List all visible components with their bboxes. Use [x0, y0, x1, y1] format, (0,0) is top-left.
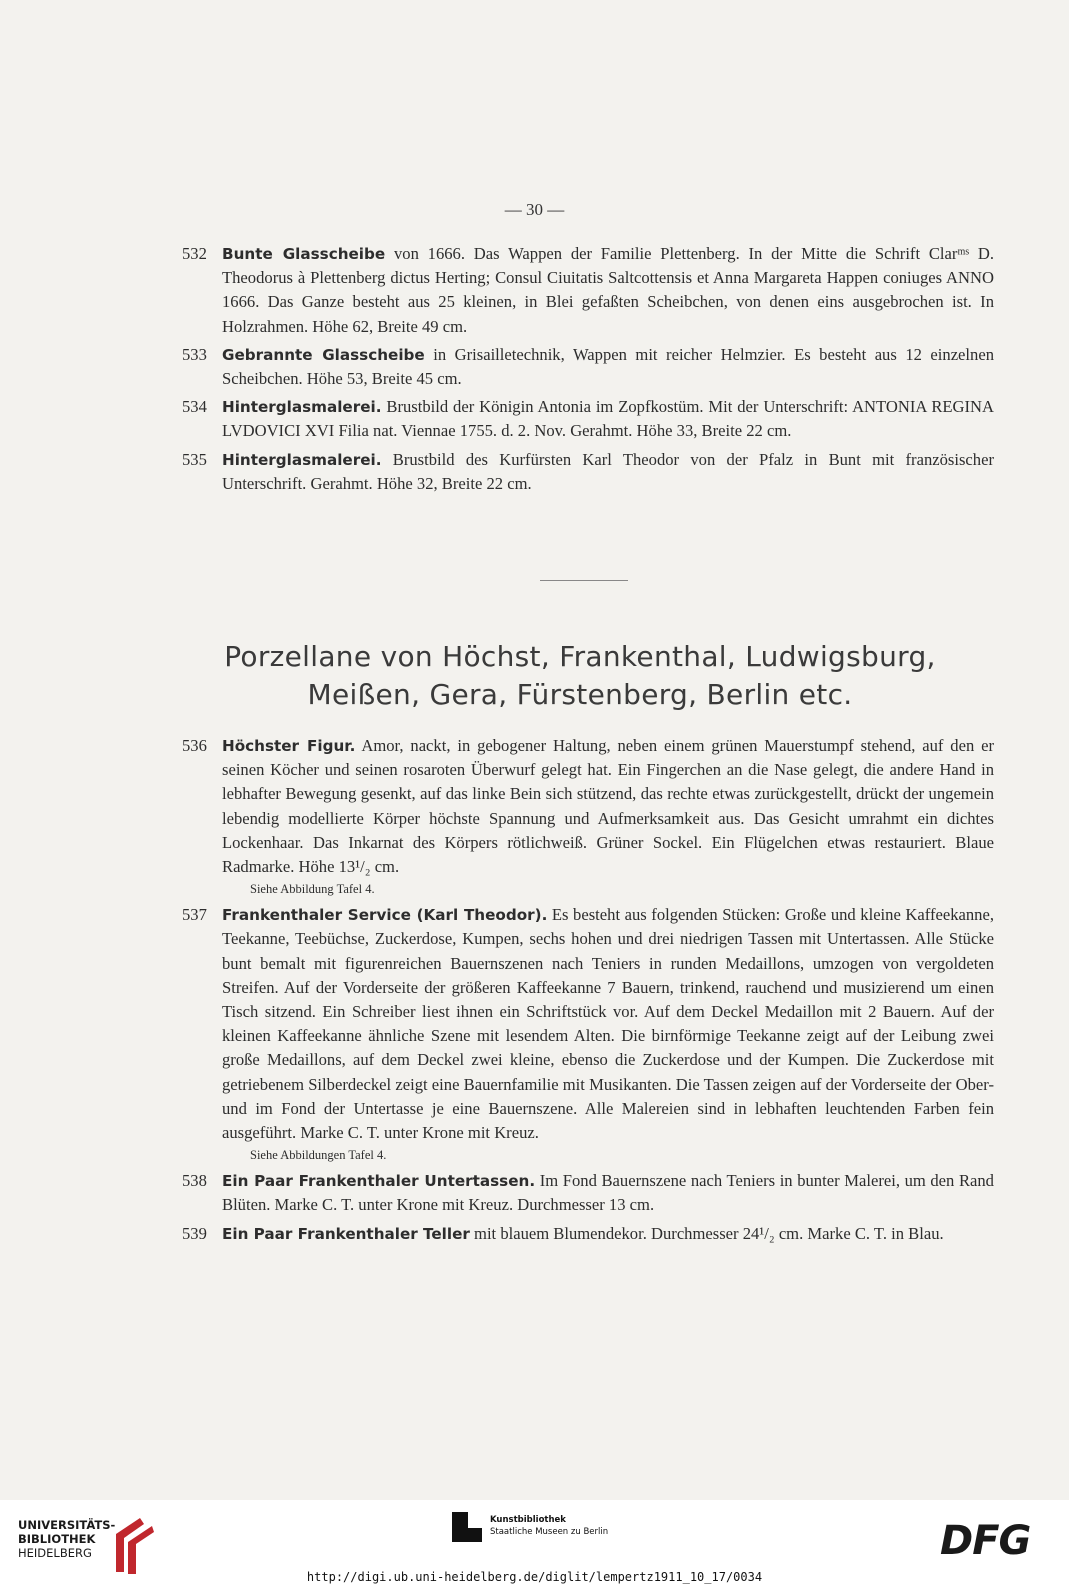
catalog-entry	[182, 1169, 994, 1217]
heading-line-1: Porzellane von Höchst, Frankenthal, Ludwigsburg,	[224, 640, 936, 673]
ub-line-2: BIBLIOTHEK	[18, 1532, 96, 1546]
ub-line-1: UNIVERSITÄTS-	[18, 1518, 116, 1532]
catalog-entry	[182, 903, 994, 1165]
section-heading	[180, 638, 980, 714]
catalog-entry	[182, 343, 994, 391]
entry-title: Frankenthaler Service (Karl Theodor).	[222, 906, 548, 925]
entry-text: Amor, nackt, in gebogener Haltung, neben einem grünen Mauerstumpf stehend, auf den er seinen Köcher und seinen rosaroten Überwurf gelegt hat. Ein Fingerchen an die Nase gelegt, die andere Hand in lebhafter Bewegung gesenkt, auf das linke Bein sich stützend, das rechte etwas zurückgestellt, drückt der ungemein lebendig modellierte Körper höchste Spannung und Aufmerksamkeit aus. Das Gesicht umrahmt ein dichtes Lockenhaar. Das Inkarnat des Körpers rötlichweiß. Grüner Sockel. Ein Flügelchen etwas restauriert. Blaue Radmarke. Höhe 13¹/₂ cm.	[222, 736, 994, 877]
kb-line-1: Kunstbibliothek	[490, 1515, 566, 1525]
entry-title: Ein Paar Frankenthaler Teller	[222, 1224, 470, 1243]
catalog-entry	[182, 1222, 994, 1246]
entry-note: Siehe Abbildung Tafel 4.	[250, 882, 375, 897]
entry-note: Siehe Abbildungen Tafel 4.	[250, 1148, 387, 1163]
entry-title: Höchster Figur.	[222, 737, 356, 755]
entries-glass	[182, 242, 994, 500]
dfg-logo[interactable]: DFG	[940, 1518, 1031, 1564]
entry-text: Es besteht aus folgenden Stücken: Große und kleine Kaffeekanne, Teekanne, Teebüchse, Zuckerdose, Kumpen, sechs hohen und drei niedrigen Tassen mit Untertassen. Alle Stücke bunt bemalt mit figurenreichen Bauernszenen nach Teniers in runden Medaillons, umzogen von vergoldeten Streifen. Auf der Vorderseite der größeren Kaffeekanne 7 Bauern, trinkend, rauchend und musizierend um einen Tisch sitzend. Ein Schreiber liest ihnen ein Schriftstück vor. Auf dem Deckel Medaillon mit 2 Bauern. Auf der kleinen Kaffeekanne ähnliche Szene mit lesendem Alten. Die birnförmige Teekanne zeigt auf der Leibung zwei große Medaillons, auf dem Deckel zwei kleine, ebenso die Zuckerdose und der Kumpen. Die Zuckerdose mit getriebenem Silberdeckel zeigt eine Bauernfamilie mit Musikanten. Die Tassen zeigen auf der Vorderseite der Ober- und im Fond der Untertasse je eine Bauernszene. Alle Malereien sind in lebhaften leuchtenden Farben fein ausgeführt. Marke C. T. unter Krone mit Kreuz.	[222, 905, 994, 1143]
heading-line-2: Meißen, Gera, Fürstenberg, Berlin etc.	[307, 678, 853, 711]
entry-number: 534	[182, 397, 207, 417]
kb-line-2: Staatliche Museen zu Berlin	[490, 1527, 609, 1537]
entry-number: 532	[182, 244, 207, 263]
entry-number: 533	[182, 344, 207, 364]
entry-number: 539	[182, 1223, 207, 1243]
ub-logo-icon	[110, 1514, 158, 1578]
entry-number: 537	[182, 905, 207, 925]
entry-text: von 1666. Das Wappen der Familie Plettenberg. In der Mitte die Schrift Clarᵐˢ D. Theodorus à Plettenberg dictus Herting; Consul Ciuitatis Saltcottensis et Anna Margareta Happen coniuges ANNO 1666. Das Ganze besteht aus 25 kleinen, in Blei gefaßten Scheibchen, von denen eins ausgebrochen ist. In Holzrahmen. Höhe 62, Breite 49 cm.	[222, 244, 994, 336]
section-divider	[540, 580, 628, 581]
entries-porcelain	[182, 734, 994, 1250]
entry-text: in Grisailletechnik, Wappen mit reicher Helmzier. Es besteht aus 12 einzelnen Scheibchen. Höhe 53, Breite 45 cm.	[222, 344, 994, 389]
catalog-entry	[182, 395, 994, 443]
entry-title: Hinterglasmalerei.	[222, 398, 382, 417]
entry-text: mit blauem Blumendekor. Durchmesser 24¹/₂ cm. Marke C. T. in Blau.	[469, 1223, 944, 1243]
kunstbibliothek-logo[interactable]	[452, 1512, 672, 1552]
entry-number: 535	[182, 449, 207, 469]
permalink-url[interactable]: http://digi.ub.uni-heidelberg.de/diglit/lempertz1911_10_17/0034	[306, 1570, 763, 1584]
entry-text: Im Fond Bauernszene nach Teniers in bunter Malerei, um den Rand Blüten. Marke C. T. unter Krone mit Kreuz. Durchmesser 13 cm.	[222, 1171, 994, 1215]
catalog-entry	[182, 734, 994, 899]
entry-text: Brustbild der Königin Antonia im Zopfkostüm. Mit der Unterschrift: ANTONIA REGINA LVDOVICI XVI Filia nat. Viennae 1755. d. 2. Nov. Gerahmt. Höhe 33, Breite 22 cm.	[222, 397, 994, 441]
entry-title: Ein Paar Frankenthaler Untertassen.	[222, 1172, 536, 1191]
catalog-entry	[182, 242, 994, 339]
entry-title: Gebrannte Glasscheibe	[222, 345, 425, 364]
entry-number: 536	[182, 736, 207, 755]
page-number: — 30 —	[504, 200, 565, 219]
entry-text: Brustbild des Kurfürsten Karl Theodor von der Pfalz in Bunt mit französischer Unterschrift. Gerahmt. Höhe 32, Breite 22 cm.	[222, 449, 994, 493]
entry-title: Bunte Glasscheibe	[222, 245, 386, 263]
ub-line-3: HEIDELBERG	[18, 1546, 92, 1560]
entry-number: 538	[182, 1171, 207, 1191]
kunstbibliothek-icon	[452, 1512, 482, 1542]
entry-title: Hinterglasmalerei.	[222, 450, 382, 469]
catalog-entry	[182, 448, 994, 496]
